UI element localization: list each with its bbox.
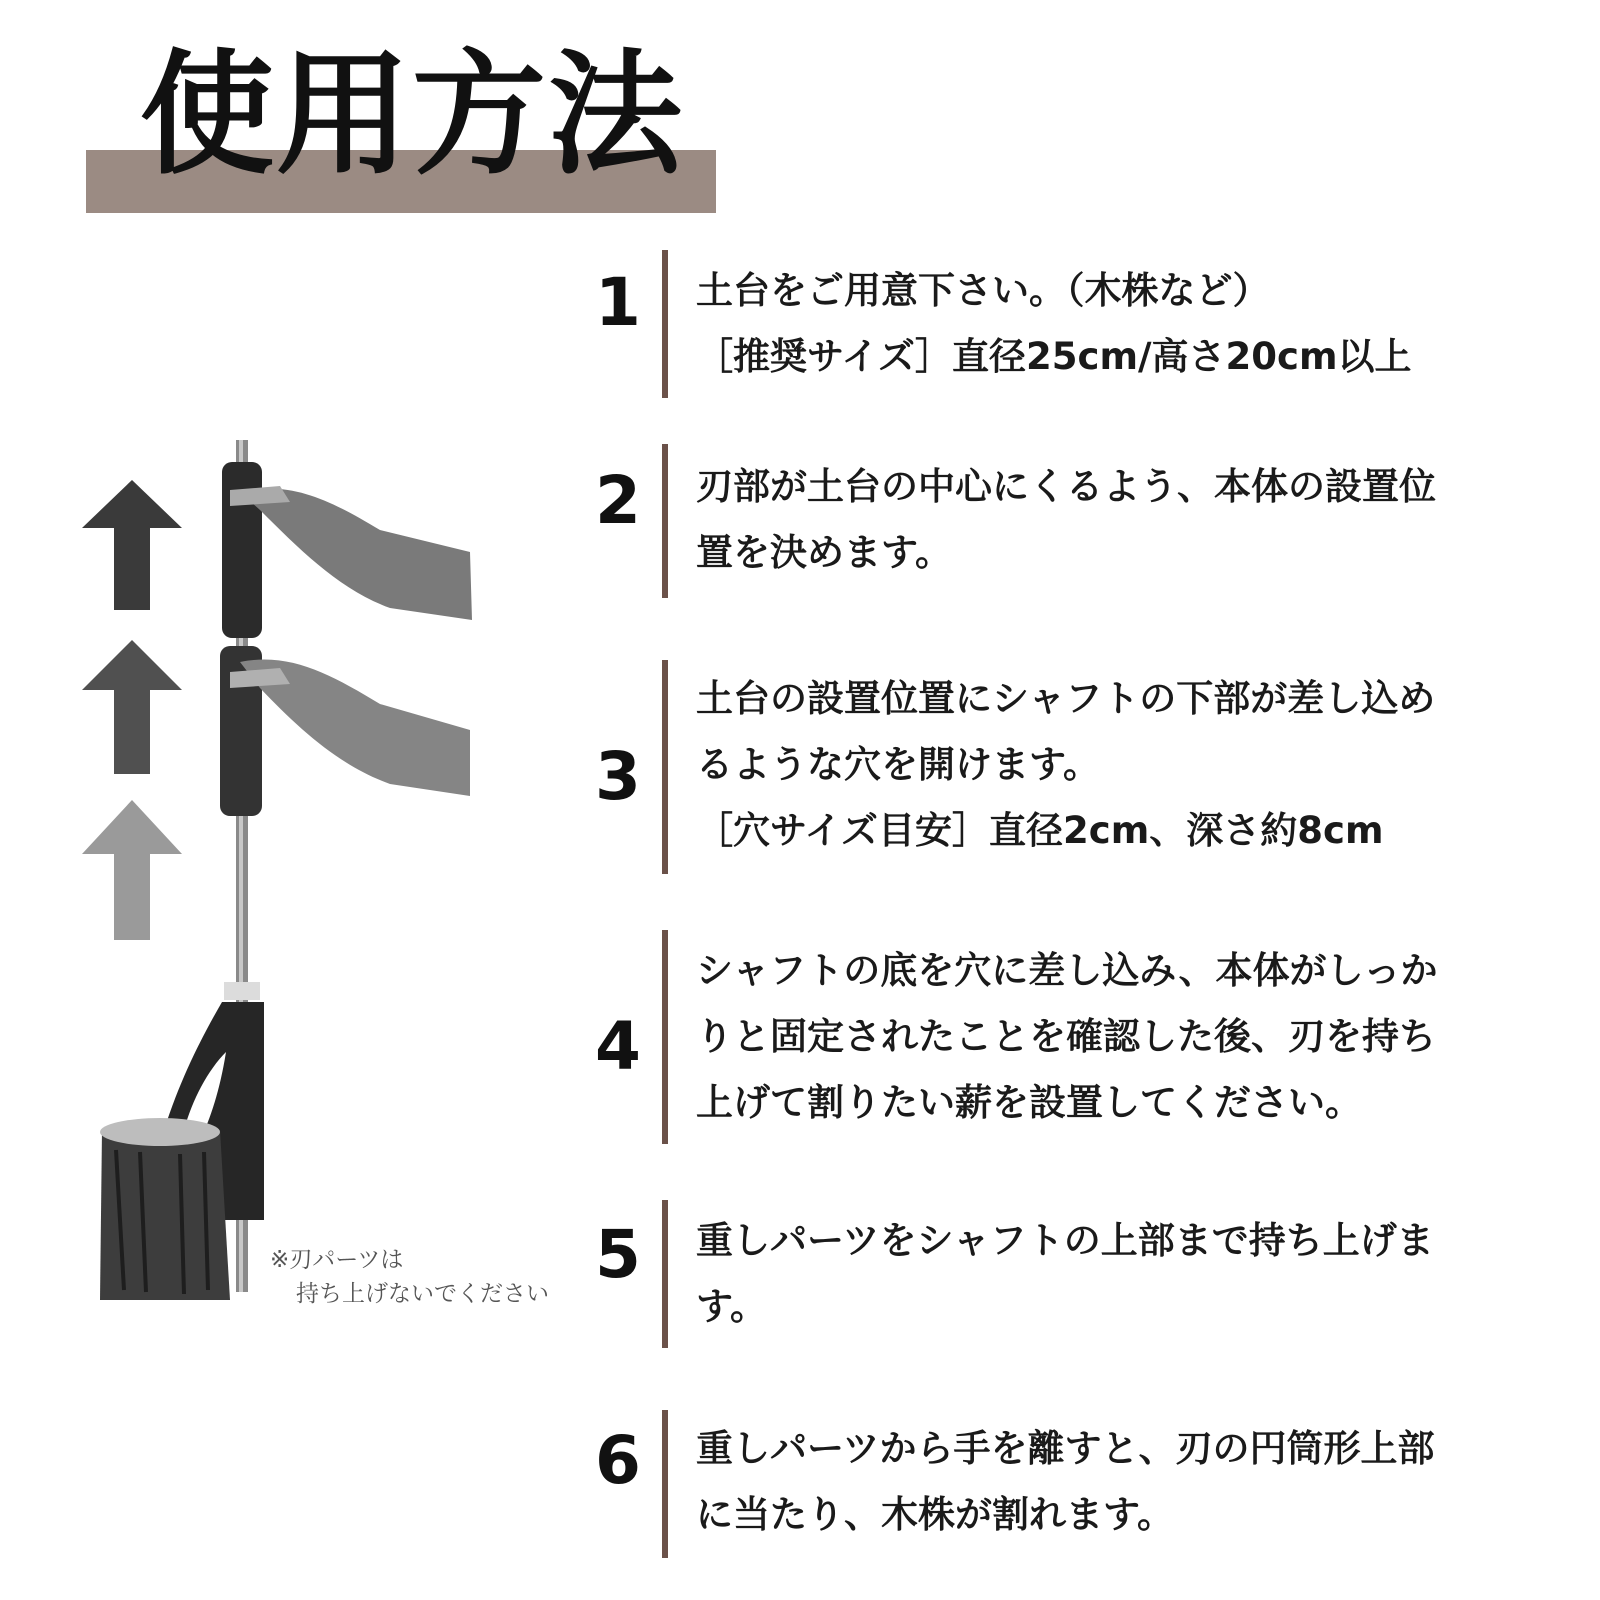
step-text-line: 土台の設置位置にシャフトの下部が差し込め (696, 677, 1436, 720)
page-title: 使用方法 (140, 37, 685, 193)
step-text-line: ［穴サイズ目安］直径2cm、深さ約8cm (696, 809, 1384, 852)
step-number: 6 (595, 1422, 641, 1499)
step-text-line: 重しパーツから手を離すと、刃の円筒形上部 (696, 1427, 1435, 1470)
step-6 (590, 1410, 1550, 1558)
step-text-line: に当たり、木株が割れます。 (696, 1493, 1175, 1536)
step-divider (662, 1200, 668, 1348)
step-text-line: 上げて割りたい薪を設置してください。 (696, 1081, 1362, 1124)
step-number: 3 (595, 738, 641, 815)
step-divider (662, 930, 668, 1144)
step-1 (590, 250, 1550, 398)
step-number: 2 (595, 462, 641, 539)
step-text (696, 258, 1546, 390)
step-number: 5 (595, 1216, 641, 1293)
step-text-line: 刃部が土台の中心にくるよう、本体の設置位 (696, 465, 1436, 508)
step-number: 1 (595, 264, 641, 341)
step-text (696, 454, 1546, 586)
step-number: 4 (595, 1008, 641, 1085)
caution-note-line1: ※刃パーツは (270, 1247, 404, 1273)
step-text-line: 置を決めます。 (696, 531, 953, 574)
step-text (696, 1416, 1546, 1548)
step-text-line: るような穴を開けます。 (696, 743, 1101, 786)
step-text-line: ［推奨サイズ］直径25cm/高さ20cm以上 (696, 335, 1412, 378)
step-2 (590, 444, 1550, 598)
step-text-line: りと固定されたことを確認した後、刃を持ち (696, 1015, 1436, 1058)
step-4 (590, 930, 1550, 1144)
step-divider (662, 250, 668, 398)
step-divider (662, 660, 668, 874)
step-divider (662, 444, 668, 598)
step-3 (590, 660, 1550, 874)
step-text-line: す。 (696, 1285, 768, 1328)
step-text (696, 666, 1546, 864)
step-text-line: シャフトの底を穴に差し込み、本体がしっか (696, 949, 1438, 992)
step-text-line: 重しパーツをシャフトの上部まで持ち上げま (696, 1219, 1434, 1262)
step-5 (590, 1200, 1550, 1348)
step-divider (662, 1410, 668, 1558)
step-text-line: 土台をご用意下さい。（木株など） (696, 269, 1270, 312)
step-text (696, 1208, 1546, 1340)
caution-note-line2: 持ち上げないでください (296, 1281, 549, 1307)
step-text (696, 938, 1546, 1136)
